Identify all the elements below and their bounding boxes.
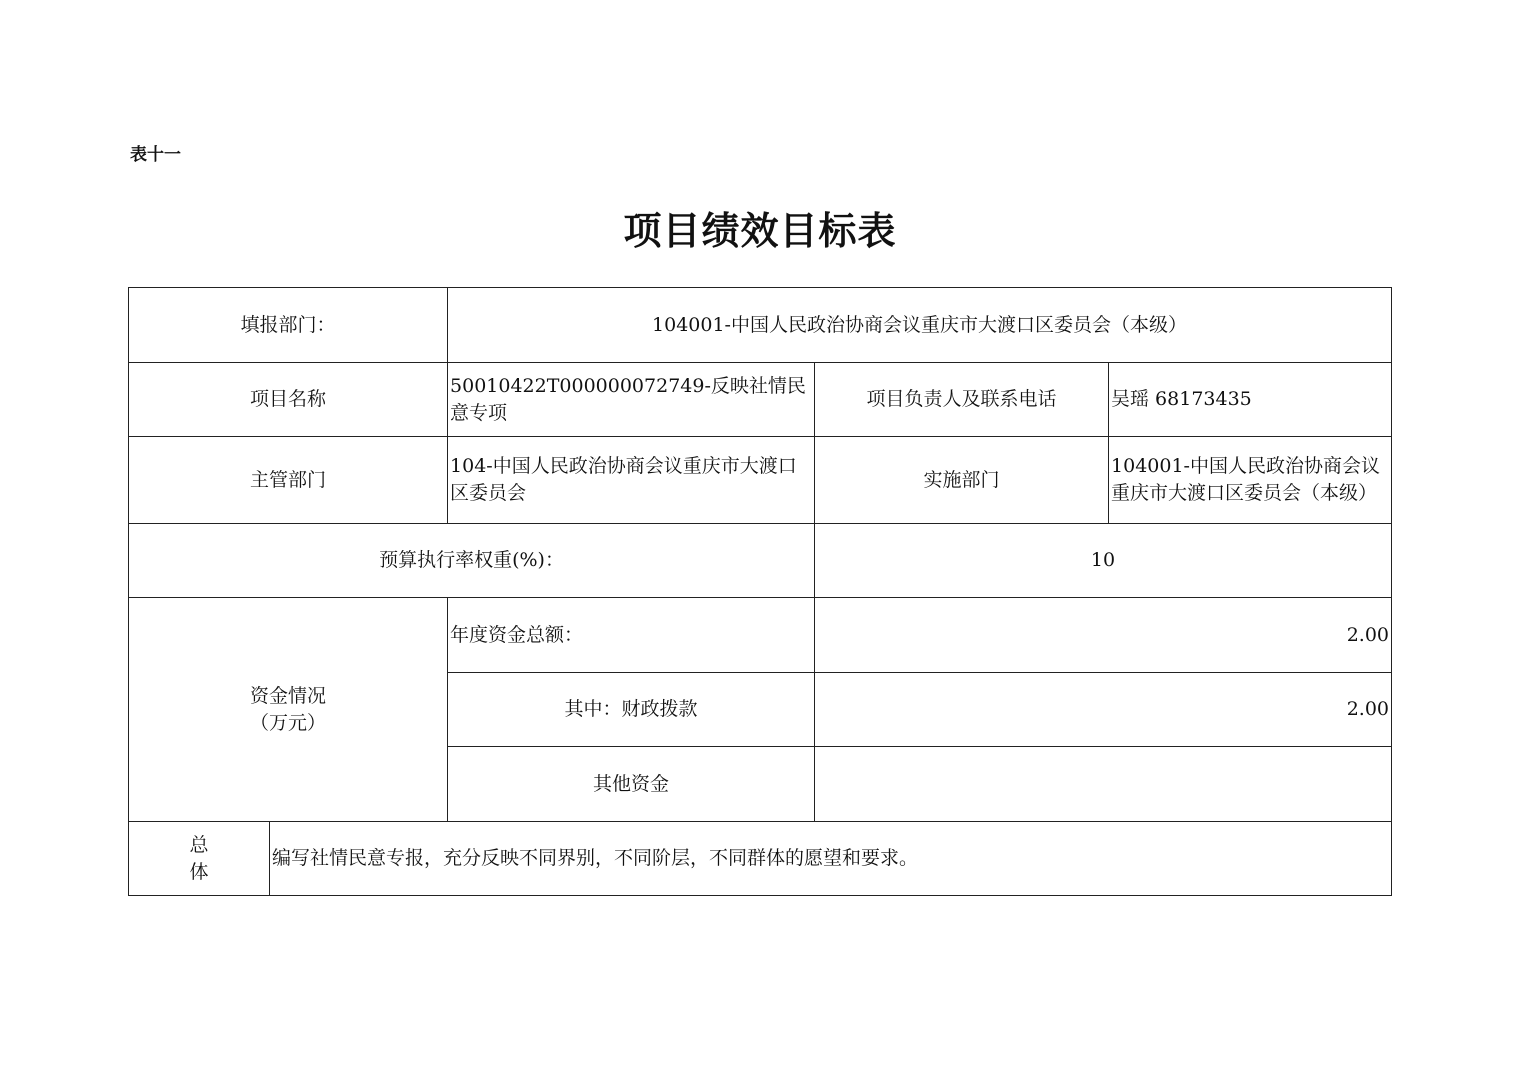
annual-total-label: 年度资金总额： xyxy=(448,598,815,673)
project-name-label: 项目名称 xyxy=(129,363,448,437)
contact-value: 吴瑶 68173435 xyxy=(1109,363,1392,437)
overall-value: 编写社情民意专报，充分反映不同界别，不同阶层，不同群体的愿望和要求。 xyxy=(270,822,1392,896)
overall-label xyxy=(129,822,270,896)
table-row xyxy=(129,363,1392,437)
other-value xyxy=(815,747,1392,822)
funds-label-line2: （万元） xyxy=(250,711,327,734)
performance-target-table xyxy=(128,287,1392,896)
table-row xyxy=(129,524,1392,598)
overall-label-line2: 体 xyxy=(189,860,209,883)
dept-label: 填报部门： xyxy=(129,288,448,363)
weight-value: 10 xyxy=(815,524,1392,598)
funds-label xyxy=(129,598,448,822)
other-label: 其他资金 xyxy=(448,747,815,822)
project-name-value: 50010422T000000072749-反映社情民意专项 xyxy=(448,363,815,437)
contact-label: 项目负责人及联系电话 xyxy=(815,363,1109,437)
fiscal-value: 2.00 xyxy=(815,673,1392,747)
dept-value: 104001-中国人民政治协商会议重庆市大渡口区委员会（本级） xyxy=(448,288,1392,363)
table-row xyxy=(129,288,1392,363)
impl-label: 实施部门 xyxy=(815,437,1109,524)
table-number: 表十一 xyxy=(130,145,181,165)
annual-total-value: 2.00 xyxy=(815,598,1392,673)
table-row xyxy=(129,437,1392,524)
supervisor-label: 主管部门 xyxy=(129,437,448,524)
weight-label: 预算执行率权重(%)： xyxy=(129,524,815,598)
impl-value: 104001-中国人民政治协商会议重庆市大渡口区委员会（本级） xyxy=(1109,437,1392,524)
supervisor-value: 104-中国人民政治协商会议重庆市大渡口区委员会 xyxy=(448,437,815,524)
funds-label-line1: 资金情况 xyxy=(250,684,327,707)
page-title: 项目绩效目标表 xyxy=(623,208,897,253)
table-row xyxy=(129,822,1392,896)
table-row xyxy=(129,598,1392,673)
fiscal-label: 其中：财政拨款 xyxy=(448,673,815,747)
overall-label-line1: 总 xyxy=(189,833,209,856)
